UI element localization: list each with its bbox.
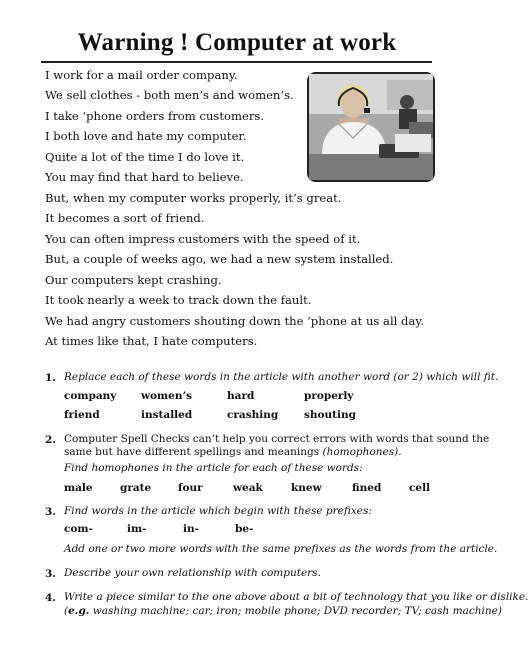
article-line: But, a couple of weeks ago, we had a new system installed.	[45, 252, 394, 266]
page-title: Warning ! Computer at work	[77, 29, 397, 56]
q2-word: cell	[409, 482, 431, 494]
q1-word: friend	[64, 409, 100, 421]
article-line: You can often impress customers with the speed of it.	[45, 232, 361, 246]
prefix: com-	[64, 523, 93, 535]
question-1-number: 1.	[45, 372, 56, 384]
question-3-instruction: Add one or two more words with the same prefixes as the words from the article.	[64, 543, 498, 555]
question-2-text-line-2: same but have different spellings and meanings (homophones).	[64, 446, 402, 458]
q1-word: shouting	[304, 409, 356, 421]
q1-word: crashing	[227, 409, 279, 421]
q2-word: four	[178, 482, 203, 494]
article-line: We had angry customers shouting down the ‘phone at us all day.	[45, 314, 425, 328]
article-line: It becomes a sort of friend.	[45, 211, 205, 225]
prefix: im-	[127, 523, 147, 535]
article-line: I both love and hate my computer.	[45, 129, 247, 143]
q1-word: properly	[304, 390, 354, 402]
question-4-text: Write a piece similar to the one above about a bit of technology that you like or dislike.	[64, 591, 528, 603]
office-worker-photo	[307, 72, 435, 182]
prefix: be-	[235, 523, 254, 535]
article-line: It took nearly a week to track down the fault.	[45, 293, 312, 307]
q2-word: grate	[120, 482, 152, 494]
article-line: We sell clothes - both men’s and women’s.	[45, 88, 294, 102]
article-line: Our computers kept crashing.	[45, 273, 222, 287]
article-line: At times like that, I hate computers.	[45, 334, 258, 348]
q1-word: installed	[141, 409, 193, 421]
q2-word: male	[64, 482, 93, 494]
question-2-instruction: Find homophones in the article for each of these words:	[64, 462, 363, 474]
prefix: in-	[183, 523, 199, 535]
q2-word: weak	[233, 482, 263, 494]
article-line: You may find that hard to believe.	[45, 170, 244, 184]
question-2-number: 2.	[45, 434, 56, 446]
question-3b-text: Describe your own relationship with computers.	[64, 567, 321, 579]
article-line: I take ‘phone orders from customers.	[45, 109, 265, 123]
question-4-number: 4.	[45, 592, 56, 604]
question-3b-number: 3.	[45, 568, 56, 580]
question-2-text-line-1: Computer Spell Checks can’t help you correct errors with words that sound the	[64, 433, 490, 445]
title-underline	[41, 61, 432, 63]
question-4-examples: (e.g. washing machine; car; iron; mobile phone; DVD recorder; TV; cash machine)	[64, 605, 502, 617]
q2-word: knew	[291, 482, 322, 494]
article-line: But, when my computer works properly, it’s great.	[45, 191, 342, 205]
article-line: Quite a lot of the time I do love it.	[45, 150, 245, 164]
q2-word: fined	[352, 482, 382, 494]
question-3-number: 3.	[45, 506, 56, 518]
question-3-text: Find words in the article which begin with these prefixes:	[64, 505, 372, 517]
q1-word: women’s	[141, 390, 193, 402]
q1-word: hard	[227, 390, 255, 402]
question-1-text: Replace each of these words in the article with another word (or 2) which will fit.	[64, 371, 499, 383]
q1-word: company	[64, 390, 117, 402]
article-line: I work for a mail order company.	[45, 68, 238, 82]
